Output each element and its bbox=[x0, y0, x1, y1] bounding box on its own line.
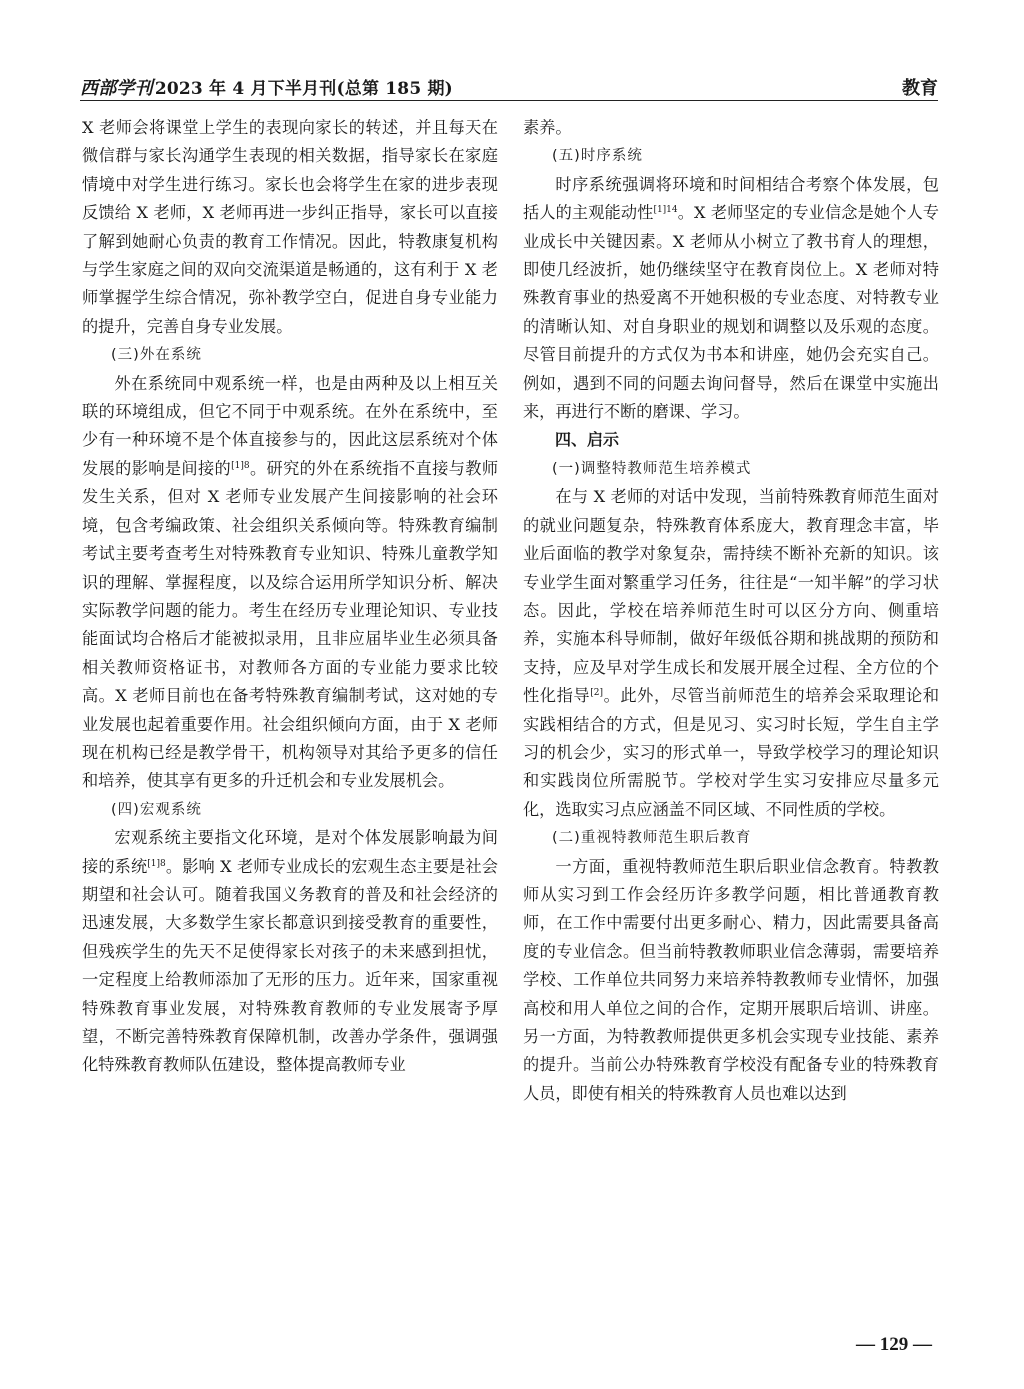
citation: [1]8 bbox=[147, 858, 166, 869]
paragraph: 一方面，重视特教师范生职后职业信念教育。特教教师从实习到工作会经历许多教学问题，相比普通教育教师，在工作中需要付出更多耐心、精力，因此需要具备高度的专业信念。但当前特教教师职业信念薄弱，需要培养学校、工作单位共同努力来培养特教教师专业情怀，加强高校和用人单位之间的合作，定期开展职后培训、讲座。另一方面，为特教教师提供更多机会实现专业技能、素养的提升。当前公办特殊教育学校没有配备专业的特殊教育人员，即使有相关的特殊教育人员也难以达到 bbox=[523, 856, 939, 1103]
page-number: — 129 — bbox=[856, 1334, 932, 1355]
running-header bbox=[80, 74, 938, 101]
subheading-training-model: (一)调整特教师范生培养模式 bbox=[552, 460, 752, 477]
paragraph bbox=[82, 370, 498, 796]
paragraph bbox=[523, 483, 939, 824]
right-column bbox=[523, 114, 939, 1108]
section-heading: 四、启示 bbox=[555, 430, 620, 450]
paragraph: 素养。 bbox=[523, 118, 572, 137]
paragraph: X 老师会将课堂上学生的表现向家长的转述，并且每天在微信群与家长沟通学生表现的相关数据，指导家长在家庭情境中对学生进行练习。家长也会将学生在家的进步表现反馈给 X 老师，X 老师再进一步纠正指导，家长可以直接了解到她耐心负责的教育工作情况。因此，特教康复机构与学生家庭之间的双向交流渠道是畅通的，这有利于 X 老师掌握学生综合情况，弥补教学空白，促进自身专业能力的提升，完善自身专业发展。 bbox=[82, 118, 498, 336]
paragraph-text: 时序系统强调将环境和时间相结合考察个体发展，包括人的主观能动性 bbox=[523, 174, 939, 223]
subheading-macrosystem: (四)宏观系统 bbox=[111, 801, 202, 818]
paragraph-text: 。X 老师坚定的专业信念是她个人专业成长中关键因素。X 老师从小树立了教书育人的理想，即使几经波折，她仍继续坚守在教育岗位上。X 老师对特殊教育事业的热爱离不开她积极的专业态度、对特教专业的清晰认知、对自身职业的规划和调整以及乐观的态度。尽管目前提升的方式仅为书本和讲座，她仍会充实自己。例如，遇到不同的问题去询问督导，然后在课堂中实施出来，再进行不断的磨课、学习。 bbox=[523, 203, 939, 422]
journal-logo: 西部学刊 bbox=[80, 78, 153, 99]
paragraph-text: 宏观系统主要指文化环境，是对个体发展影响最为间接的系统 bbox=[82, 828, 498, 876]
section-label: 教育 bbox=[902, 78, 938, 99]
issue-info: 2023 年 4 月下半月刊(总第 185 期) bbox=[154, 79, 453, 99]
journal-issue-line bbox=[80, 74, 453, 100]
paragraph-text: 。影响 X 老师专业成长的宏观生态主要是社会期望和社会认可。随着我国义务教育的普及和社会经济的迅速发展，大多数学生家长都意识到接受教育的重要性，但残疾学生的先天不足使得家长对孩子的未来感到担忧，一定程度上给教师添加了无形的压力。近年来，国家重视特殊教育事业发展，对特殊教育教师的专业发展寄予厚望，不断完善特殊教育保障机制，改善办学条件，强调强化特殊教育教师队伍建设，整体提高教师专业 bbox=[82, 856, 498, 1075]
left-column bbox=[82, 114, 498, 1080]
paragraph-text: 外在系统同中观系统一样，也是由两种及以上相互关联的环境组成，但它不同于中观系统。在外在系统中，至少有一种环境不是个体直接参与的，因此这层系统对个体发展的影响是间接的 bbox=[82, 373, 498, 478]
citation: [1]14 bbox=[653, 205, 678, 216]
citation: [1]8 bbox=[231, 460, 250, 471]
paragraph-text: 在与 X 老师的对话中发现，当前特殊教育师范生面对的就业问题复杂，特殊教育体系庞大，教育理念丰富，毕业后面临的教学对象复杂，需持续不断补充新的知识。该专业学生面对繁重学习任务，往往是“一知半解”的学习状态。因此，学校在培养师范生时可以区分方向、侧重培养，实施本科导师制，做好年级低谷期和挑战期的预防和支持，应及早对学生成长和发展开展全过程、全方位的个性化指导 bbox=[523, 487, 939, 706]
paragraph-text: 。研究的外在系统指不直接与教师发生关系，但对 X 老师专业发展产生间接影响的社会环境，包含考编政策、社会组织关系倾向等。特殊教育编制考试主要考查考生对特殊教育专业知识、特殊儿童教学知识的理解、掌握程度，以及综合运用所学知识分析、解决实际教学问题的能力。考生在经历专业理论知识、专业技能面试均合格后才能被拟录用，且非应届毕业生必须具备相关教师资格证书，对教师各方面的专业能力要求比较高。X 老师目前也在备考特殊教育编制考试，这对她的专业发展也起着重要作用。社会组织倾向方面，由于 X 老师现在机构已经是教学骨干，机构领导对其给予更多的信任和培养，使其享有更多的升迁机会和专业发展机会。 bbox=[82, 458, 499, 791]
paragraph-text: 。此外，尽管当前师范生的培养会采取理论和实践相结合的方式，但是见习、实习时长短，学生自主学习的机会少，实习的形式单一，导致学校学习的理论知识和实践岗位所需脱节。学校对学生实习安排应尽量多元化，选取实习点应涵盖不同区域、不同性质的学校。 bbox=[523, 686, 940, 819]
subheading-post-service: (二)重视特教师范生职后教育 bbox=[552, 830, 752, 847]
citation: [2] bbox=[590, 688, 603, 699]
subheading-chronosystem: (五)时序系统 bbox=[552, 148, 643, 165]
subheading-exosystem: (三)外在系统 bbox=[111, 347, 202, 364]
paragraph bbox=[82, 824, 498, 1080]
paragraph bbox=[523, 171, 939, 427]
